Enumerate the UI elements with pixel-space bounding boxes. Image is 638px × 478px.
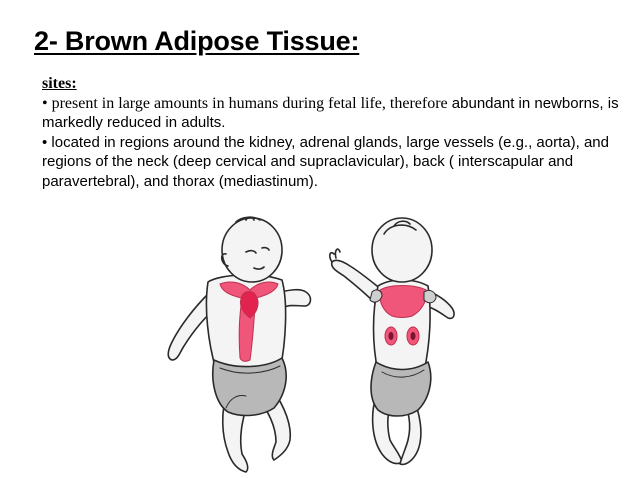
front-diaper (213, 358, 286, 415)
bullet-fetal-life-sans: abundant in newborns, is markedly reduced in adults. (42, 94, 619, 131)
infant-brown-fat-illustration (150, 212, 490, 478)
slide-title: 2- Brown Adipose Tissue: (34, 26, 360, 56)
bullet-locations: • located in regions around the kidney, adrenal glands, large vessels (e.g., aorta), and regions of the neck (deep cervical and supraclavicular), back ( interscapular and paravertebral), and thorax (mediastinum). (42, 133, 609, 190)
sites-label: sites: (42, 75, 77, 92)
bullet-fetal-life (42, 94, 622, 133)
bullet-fetal-life-serif: • present in large amounts in humans during fetal life, therefore (42, 94, 448, 112)
body-text (42, 74, 622, 191)
back-diaper (371, 362, 431, 416)
back-head (372, 218, 432, 282)
